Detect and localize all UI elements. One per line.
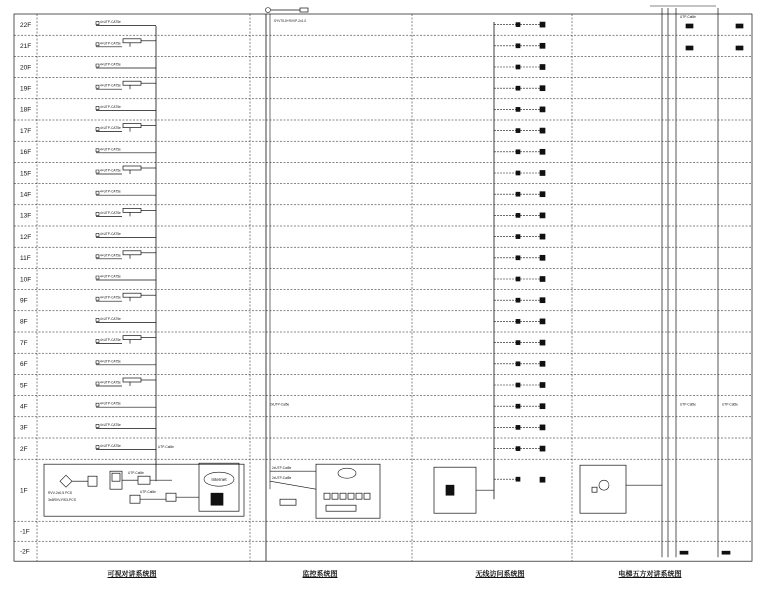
branch-label: 4×UTP-CAT5e: [100, 126, 121, 131]
cctv-network-icon: [338, 468, 356, 478]
cctv-lobby-label: 2xUTP-Cat5e: [272, 476, 292, 481]
branch-label: 4×UTP-CAT5e: [100, 62, 121, 67]
access-point-icon: [540, 404, 545, 409]
internet-label: Internet: [211, 477, 227, 483]
floor-label: 15F: [20, 170, 32, 178]
branch-label: 4×UTP-CAT5e: [100, 104, 121, 109]
floor-label: 14F: [20, 191, 32, 199]
indoor-station-icon: [96, 446, 99, 449]
indoor-station-icon: [96, 361, 99, 364]
access-point-box: [516, 404, 520, 408]
indoor-station-icon: [96, 276, 99, 279]
indoor-station-icon: [96, 128, 99, 131]
branch-label: 4×UTP-CAT5e: [100, 338, 121, 343]
access-point-icon: [540, 425, 545, 430]
machine-room-box: [686, 46, 693, 50]
nvr-unit: [356, 493, 362, 499]
indoor-station-icon: [96, 340, 99, 343]
access-point-icon: [540, 277, 545, 282]
lobby-label: UTP-Cat5e: [140, 490, 156, 495]
floor-label: 6F: [20, 361, 28, 369]
indoor-station-icon: [96, 424, 99, 427]
branch-label: 4×UTP-CAT5e: [100, 147, 121, 152]
indoor-station-icon: [96, 85, 99, 88]
indoor-station-icon: [96, 64, 99, 67]
pit-box: [680, 551, 688, 554]
floor-label: 9F: [20, 297, 28, 305]
cctv-encoder-box: [280, 499, 296, 505]
indoor-station-icon: [96, 170, 99, 173]
access-point-icon: [540, 107, 545, 112]
indoor-station-icon: [96, 191, 99, 194]
floor-label: 18F: [20, 106, 32, 114]
storage-array: [326, 505, 356, 511]
floor-decoder-box: [123, 293, 141, 297]
controller-box: [88, 476, 97, 486]
machine-room-box: [736, 24, 743, 28]
floor-label: 16F: [20, 149, 32, 157]
server-icon: [211, 493, 223, 505]
floor-label: -2F: [20, 548, 30, 556]
cctv-floor4-label: 2xUTP-Cat5e: [270, 402, 290, 407]
nvr-unit: [364, 493, 370, 499]
floor-decoder-box: [123, 208, 141, 212]
branch-label: 4×UTP-CAT5e: [100, 359, 121, 364]
network-box: [166, 493, 176, 501]
floor-label: 17F: [20, 127, 32, 135]
access-point-icon: [540, 340, 545, 345]
branch-label: 4×UTP-CAT5e: [100, 168, 121, 173]
power-label: RVV-2x0.5 PCS: [48, 491, 73, 496]
indoor-station-icon: [96, 255, 99, 258]
branch-label: 4×UTP-CAT5e: [100, 401, 121, 406]
nvr-unit: [332, 493, 338, 499]
access-point-icon: [540, 192, 545, 197]
access-point-box: [516, 44, 520, 48]
branch-label: 4×UTP-CAT5e: [100, 380, 121, 385]
grid-frame: [14, 14, 752, 561]
floor-label: 5F: [20, 382, 28, 390]
access-point-icon: [540, 298, 545, 303]
access-point-box: [516, 319, 520, 323]
access-point-icon: [540, 255, 545, 260]
floor-decoder-box: [123, 166, 141, 170]
indoor-station-icon: [96, 318, 99, 321]
access-point-icon: [540, 383, 545, 388]
floor-label: 1F: [20, 487, 28, 495]
floor-decoder-box: [123, 251, 141, 255]
access-point-icon: [540, 22, 545, 27]
elevator-floor4-label: UTP-Cat5e: [722, 402, 738, 407]
indoor-station-icon: [96, 149, 99, 152]
nvr-unit: [324, 493, 330, 499]
cctv-lobby-wire: [270, 481, 316, 489]
branch-label: 4×UTP-CAT5e: [100, 444, 121, 449]
floor-label: 11F: [20, 255, 31, 263]
access-point-icon: [540, 65, 545, 70]
wifi-lobby-frame: [434, 467, 476, 513]
access-point-box: [516, 477, 520, 481]
access-point-box: [516, 150, 520, 154]
access-point-box: [516, 425, 520, 429]
access-point-box: [516, 341, 520, 345]
access-point-icon: [540, 213, 545, 218]
floor-label: 13F: [20, 212, 32, 220]
floor-decoder-box: [123, 39, 141, 43]
door-station-screen: [112, 473, 120, 481]
branch-label: 4×UTP-CAT5e: [100, 20, 121, 25]
floor-label: -1F: [20, 528, 30, 536]
access-point-box: [516, 213, 520, 217]
elevator-lobby-frame: [580, 465, 626, 513]
wifi-controller-box: [446, 485, 454, 495]
access-point-box: [516, 192, 520, 196]
access-point-box: [516, 383, 520, 387]
access-point-box: [516, 362, 520, 366]
machine-room-box: [686, 24, 693, 28]
cctv-lobby-frame: [316, 464, 380, 518]
elevator-handset-box: [592, 487, 597, 492]
access-point-box: [516, 256, 520, 260]
branch-label: 4×UTP-CAT5e: [100, 316, 121, 321]
elevator-floor4-label: UTP-Cat5e: [680, 402, 696, 407]
branch-label: 4×UTP-CAT5e: [100, 253, 121, 258]
indoor-station-icon: [96, 234, 99, 237]
branch-label: 4×UTP-CAT5e: [100, 83, 121, 88]
nvr-unit: [340, 493, 346, 499]
management-pc-box: [130, 495, 140, 503]
indoor-station-icon: [96, 22, 99, 25]
floor-label: 21F: [20, 43, 32, 51]
branch-label: 4×UTP-CAT5e: [100, 422, 121, 427]
riser-label: UTP-Cat5e: [158, 445, 174, 449]
floor-label: 12F: [20, 233, 32, 241]
branch-label: 4×UTP-CAT5e: [100, 295, 121, 300]
access-point-icon: [540, 319, 545, 324]
cctv-title: 监控系统图: [302, 571, 338, 578]
access-point-icon: [540, 43, 545, 48]
access-point-box: [516, 447, 520, 451]
access-point-box: [516, 107, 520, 111]
access-point-box: [516, 86, 520, 90]
access-point-box: [516, 277, 520, 281]
branch-label: 4×UTP-CAT5e: [100, 210, 121, 215]
access-point-icon: [540, 477, 545, 482]
access-point-box: [516, 171, 520, 175]
floor-label: 4F: [20, 403, 28, 411]
access-point-box: [516, 235, 520, 239]
floor-decoder-box: [123, 81, 141, 85]
elevator-master-icon: [599, 480, 609, 490]
lobby-label: UTP-Cat5e: [128, 471, 144, 476]
access-point-box: [516, 129, 520, 133]
access-point-box: [516, 65, 520, 69]
pit-box: [722, 551, 730, 554]
cctv-lobby-label: 2xUTP-Cat5e: [272, 466, 292, 471]
floor-label: 8F: [20, 318, 28, 326]
floor-label: 10F: [20, 276, 32, 284]
access-point-icon: [540, 361, 545, 366]
floor-decoder-box: [123, 378, 141, 382]
floor-decoder-box: [123, 124, 141, 128]
video-intercom-title: 可视对讲系统图: [107, 571, 157, 578]
power-supply-icon: [60, 475, 72, 487]
floor-decoder-box: [123, 336, 141, 340]
indoor-station-icon: [96, 382, 99, 385]
indoor-station-icon: [96, 106, 99, 109]
floor-label: 2F: [20, 445, 28, 453]
cctv-riser-label: SYV75-5+RVVP-2x1.0: [274, 19, 307, 23]
branch-label: 4×UTP-CAT5e: [100, 274, 121, 279]
access-point-icon: [540, 149, 545, 154]
camera-icon: [266, 8, 271, 13]
machine-room-box: [736, 46, 743, 50]
indoor-station-icon: [96, 297, 99, 300]
access-point-box: [516, 23, 520, 27]
access-point-icon: [540, 128, 545, 133]
floor-label: 19F: [20, 85, 32, 93]
branch-label: 4×UTP-CAT5e: [100, 189, 121, 194]
access-point-box: [516, 298, 520, 302]
indoor-station-icon: [96, 212, 99, 215]
access-point-icon: [540, 234, 545, 239]
elevator-top-label: UTP-Cat5e: [680, 15, 696, 19]
switch-box: [138, 476, 150, 484]
floor-label: 20F: [20, 64, 32, 72]
power-label: 3x6RVV-RS3-PCS: [48, 498, 77, 503]
access-point-icon: [540, 86, 545, 91]
branch-label: 4×UTP-CAT5e: [100, 41, 121, 46]
wifi-title: 无线访问系统图: [475, 571, 525, 578]
nvr-unit: [348, 493, 354, 499]
access-point-icon: [540, 171, 545, 176]
elevator-intercom-title: 电梯五方对讲系统图: [618, 571, 682, 578]
floor-label: 22F: [20, 21, 32, 29]
access-point-icon: [540, 446, 545, 451]
cctv-top-box: [300, 8, 308, 12]
floor-label: 7F: [20, 339, 28, 347]
indoor-station-icon: [96, 43, 99, 46]
floor-label: 3F: [20, 424, 28, 432]
indoor-station-icon: [96, 403, 99, 406]
branch-label: 4×UTP-CAT5e: [100, 232, 121, 237]
